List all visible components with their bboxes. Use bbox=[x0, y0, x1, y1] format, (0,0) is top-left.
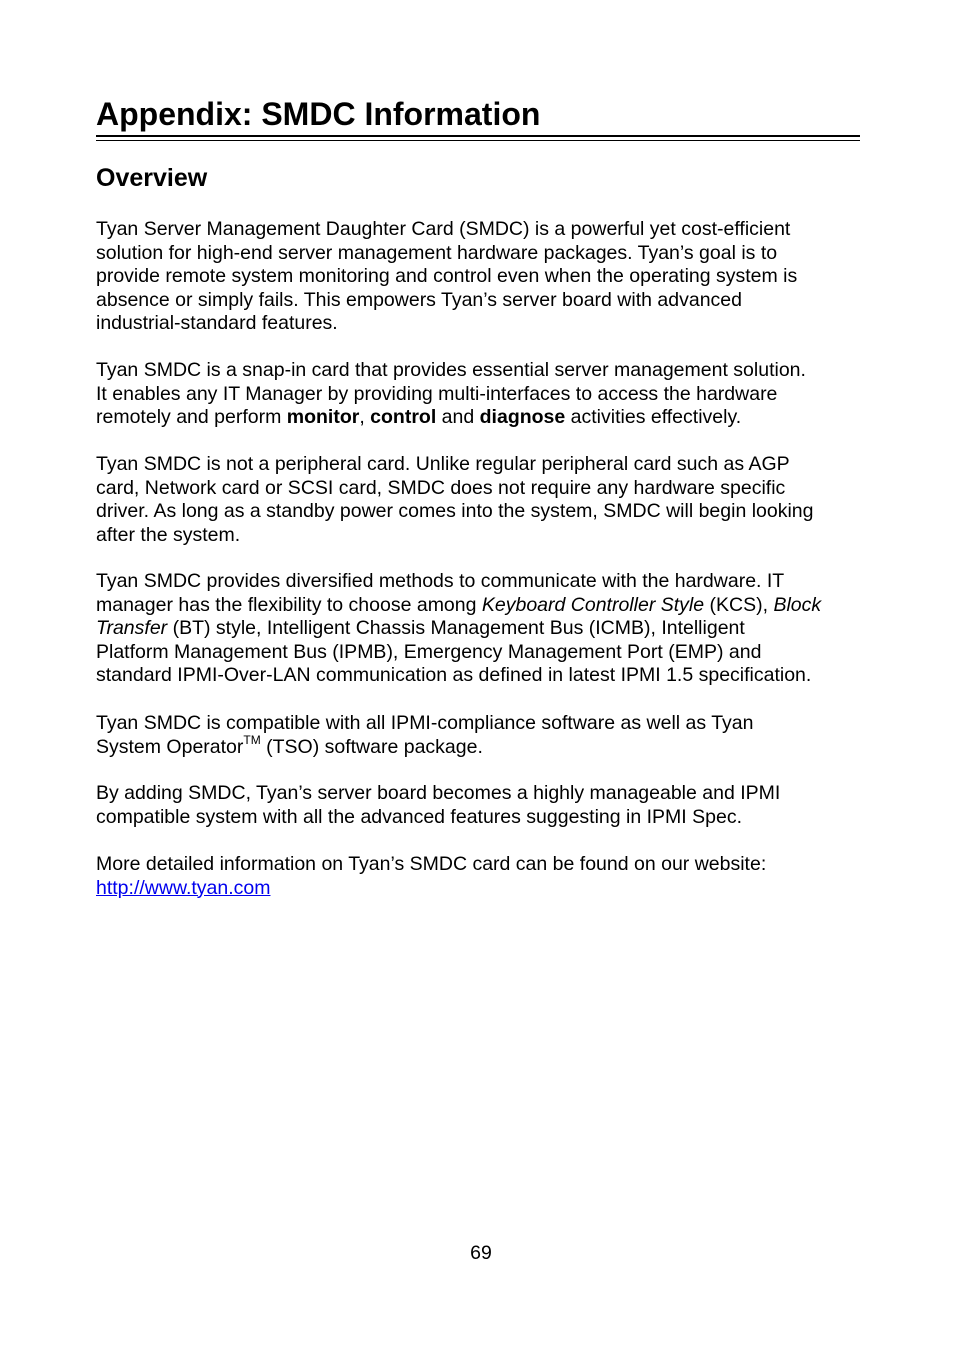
paragraph-line: Tyan Server Management Daughter Card (SMDC) is a powerful yet cost-efficient bbox=[96, 218, 791, 240]
title-double-rule bbox=[96, 135, 860, 141]
text-run: remotely and perform bbox=[96, 406, 287, 428]
section-heading-overview: Overview bbox=[96, 164, 208, 192]
page-title: Appendix: SMDC Information bbox=[96, 96, 541, 132]
paragraph-line bbox=[96, 877, 866, 901]
paragraph-line bbox=[96, 594, 866, 618]
paragraph-line: By adding SMDC, Tyan’s server board becomes a highly manageable and IPMI bbox=[96, 782, 781, 804]
paragraph-snap-in bbox=[96, 359, 866, 430]
paragraph-line: Tyan SMDC is compatible with all IPMI-compliance software as well as Tyan bbox=[96, 712, 754, 734]
paragraph-line: solution for high-end server management hardware packages. Tyan’s goal is to bbox=[96, 241, 778, 264]
paragraph-line: Tyan SMDC is a snap-in card that provides essential server management solution. bbox=[96, 359, 806, 381]
paragraph-line: after the system. bbox=[96, 523, 241, 546]
paragraph-line: driver. As long as a standby power comes into the system, SMDC will begin looking bbox=[96, 500, 814, 522]
italic-term-transfer: Transfer bbox=[96, 617, 168, 639]
bold-term-monitor: monitor bbox=[286, 406, 360, 428]
text-run: (KCS), bbox=[704, 593, 774, 616]
paragraph-more-info bbox=[96, 853, 866, 900]
paragraph-line: industrial-standard features. bbox=[96, 312, 338, 334]
paragraph-manageable bbox=[96, 782, 866, 829]
text-run: , bbox=[359, 406, 371, 428]
paragraph-line: More detailed information on Tyan’s SMDC card can be found on our website: bbox=[96, 853, 767, 875]
paragraph-line: Tyan SMDC provides diversified methods to communicate with the hardware. IT bbox=[96, 570, 785, 592]
paragraph-line: card, Network card or SCSI card, SMDC does not require any hardware specific bbox=[96, 476, 786, 499]
paragraph-line: Tyan SMDC is not a peripheral card. Unlike regular peripheral card such as AGP bbox=[96, 453, 790, 475]
paragraph-line bbox=[96, 733, 866, 760]
bold-term-control: control bbox=[370, 406, 437, 428]
paragraph-line: absence or simply fails. This empowers Tyan’s server board with advanced bbox=[96, 288, 742, 311]
paragraph-line: It enables any IT Manager by providing multi-interfaces to access the hardware bbox=[96, 382, 778, 405]
text-run: activities effectively. bbox=[565, 406, 742, 428]
text-run: System Operator bbox=[96, 735, 244, 758]
text-run: (BT) style, Intelligent Chassis Management Bus (ICMB), Intelligent bbox=[167, 617, 745, 639]
italic-term-block: Block bbox=[773, 593, 822, 616]
paragraph-line: provide remote system monitoring and control even when the operating system is bbox=[96, 265, 798, 287]
paragraph-line bbox=[96, 617, 866, 641]
paragraph-compatibility bbox=[96, 712, 866, 759]
paragraph-line: Platform Management Bus (IPMB), Emergency Management Port (EMP) and bbox=[96, 640, 762, 663]
bold-term-diagnose: diagnose bbox=[479, 406, 566, 428]
text-run: manager has the flexibility to choose among bbox=[96, 593, 482, 616]
text-run: (TSO) software package. bbox=[260, 735, 483, 758]
paragraph-line: standard IPMI-Over-LAN communication as defined in latest IPMI 1.5 specification. bbox=[96, 664, 812, 686]
website-link[interactable]: http://www.tyan.com bbox=[96, 876, 271, 899]
trademark-superscript: TM bbox=[243, 733, 261, 747]
paragraph-intro bbox=[96, 218, 866, 336]
page-number: 69 bbox=[470, 1242, 492, 1264]
italic-term-kcs: Keyboard Controller Style bbox=[481, 593, 705, 616]
paragraph-line bbox=[96, 406, 866, 430]
paragraph-line: compatible system with all the advanced features suggesting in IPMI Spec. bbox=[96, 805, 743, 828]
text-run: and bbox=[436, 406, 480, 428]
paragraph-not-peripheral bbox=[96, 453, 866, 547]
paragraph-methods bbox=[96, 570, 866, 688]
